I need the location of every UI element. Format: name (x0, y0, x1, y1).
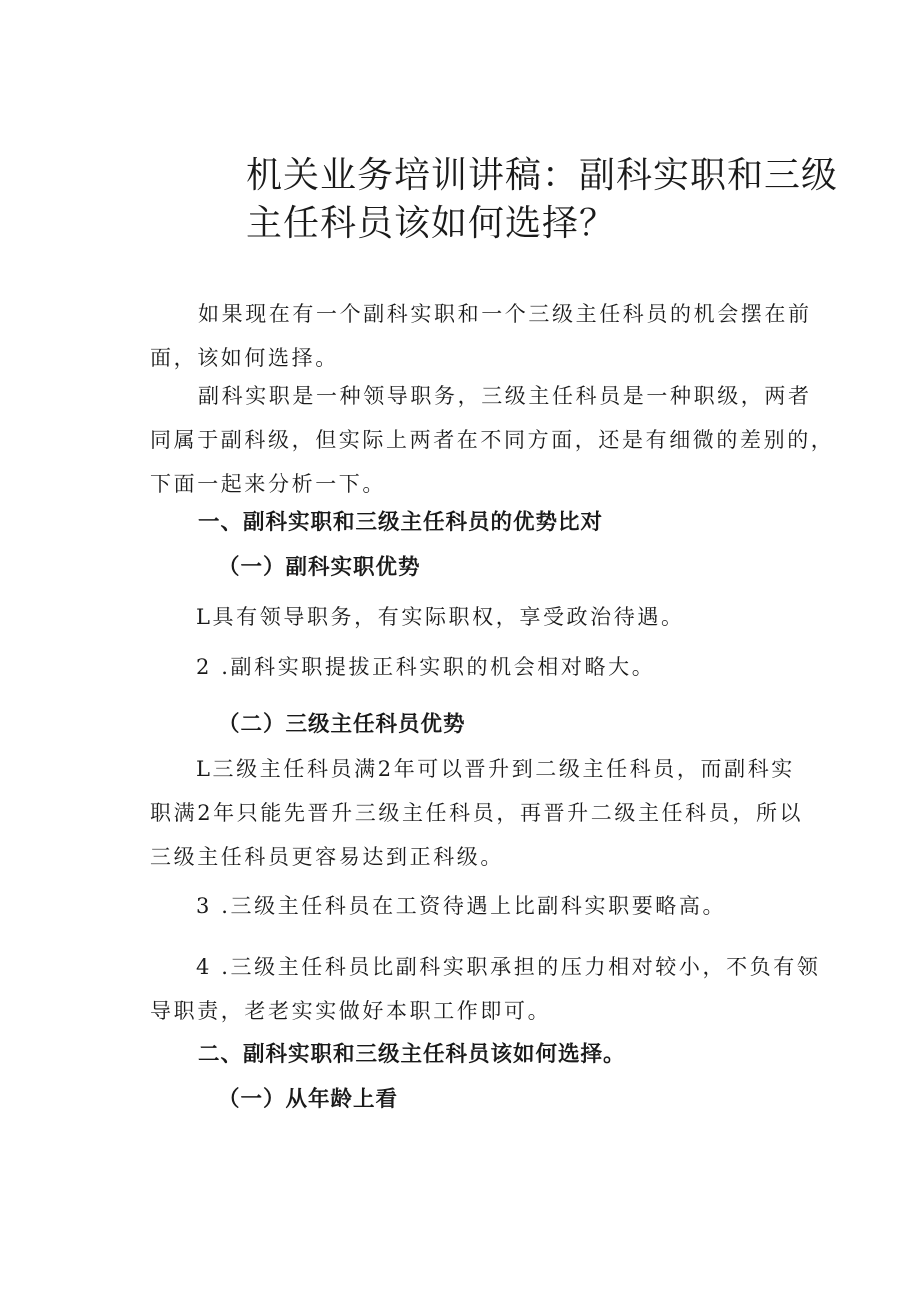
sub-2-item-1-line-2: 职满2年只能先晋升三级主任科员，再晋升二级主任科员，所以 (150, 801, 804, 825)
sub-1-item-1: L具有领导职务，有实际职权，享受政治待遇。 (196, 605, 685, 629)
document-title (246, 152, 839, 248)
title-line-2: 主任科员该如何选择？ (246, 203, 617, 244)
intro-line-1: 如果现在有一个副科实职和一个三级主任科员的机会摆在前 (198, 302, 812, 326)
sub-2-item-4-line-2: 导职责，老老实实做好本职工作即可。 (150, 999, 552, 1023)
paragraph-2-line-1: 副科实职是一种领导职务，三级主任科员是一种职级，两者 (198, 384, 812, 408)
sub-1-item-2: 2 .副科实职提拔正科实职的机会相对略大。 (196, 655, 656, 679)
paragraph-2-line-3: 下面一起来分析一下。 (150, 472, 386, 496)
paragraph-2-line-2: 同属于副科级，但实际上两者在不同方面，还是有细微的差别的， (150, 428, 835, 452)
section-1-sub-1-heading: （一）副科实职优势 (218, 555, 421, 580)
section-1-heading: 一、副科实职和三级主任科员的优势比对 (198, 510, 604, 535)
paragraph-2 (150, 374, 834, 506)
title-line-1: 机关业务培训讲稿：副科实职和三级 (246, 155, 839, 196)
sub-2-item-1 (150, 747, 803, 879)
intro-paragraph (150, 292, 812, 380)
sub-2-item-3: 3 .三级主任科员在工资待遇上比副科实职要略高。 (196, 894, 727, 918)
sub-2-item-4-line-1: 4 .三级主任科员比副科实职承担的压力相对较小，不负有领 (196, 955, 821, 979)
section-1-sub-2-heading: （二）三级主任科员优势 (218, 712, 466, 737)
sub-2-item-1-line-3: 三级主任科员更容易达到正科级。 (150, 845, 504, 869)
intro-line-2: 面，该如何选择。 (150, 346, 339, 370)
sub-2-item-1-line-1: L三级主任科员满2年可以晋升到二级主任科员，而副科实 (196, 757, 795, 781)
section-2-sub-1-heading: （一）从年龄上看 (218, 1087, 399, 1112)
sub-2-item-4 (150, 945, 821, 1033)
section-2-heading: 二、副科实职和三级主任科员该如何选择。 (198, 1042, 626, 1067)
